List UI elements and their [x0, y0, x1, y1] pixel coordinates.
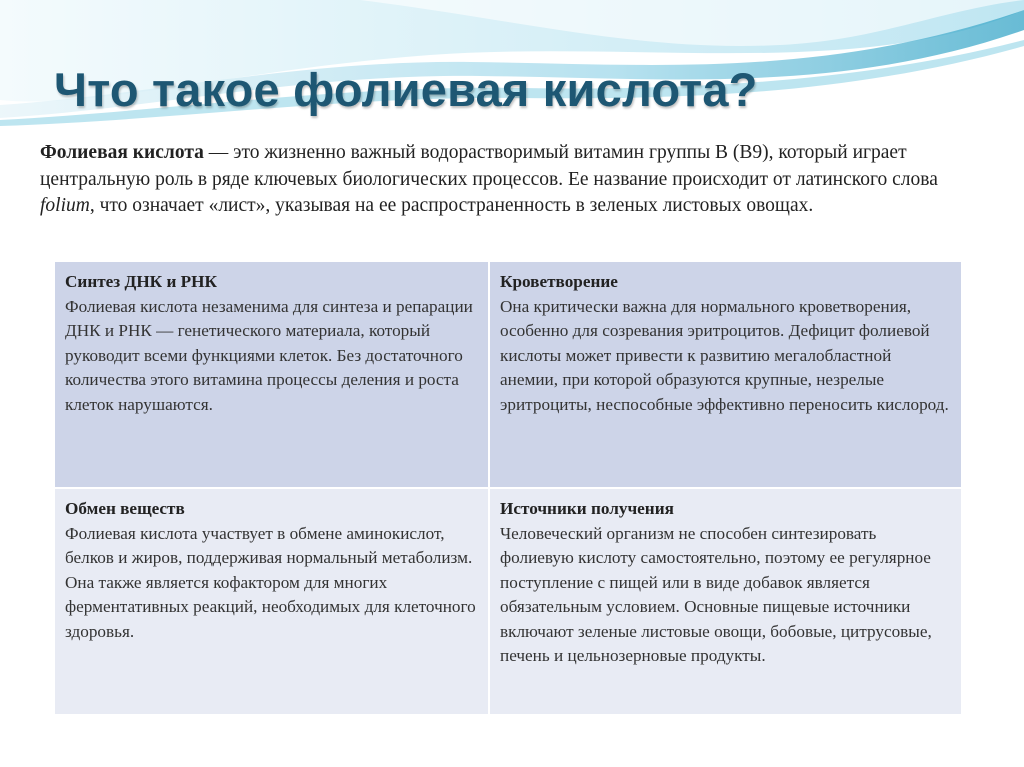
intro-paragraph — [40, 140, 960, 220]
table-cell-dna-rna — [55, 262, 490, 489]
cell-heading: Синтез ДНК и РНК — [65, 272, 217, 291]
info-table — [55, 262, 961, 714]
cell-text: Фолиевая кислота незаменима для синтеза и репарации ДНК и РНК — генетического материала, который руководит всеми функциями клеток. Без достаточного количества этого витамина процессы деления и роста клеток нарушаются. — [65, 296, 473, 414]
table-cell-metabolism — [55, 489, 490, 714]
cell-text: Человеческий организм не способен синтезировать фолиевую кислоту самостоятельно, поэтому ее регулярное поступление с пищей или в виде добавок является обязательным условием. Основные пищевые источники включают зеленые листовые овощи, бобовые, цитрусовые, печень и цельнозерновые продукты. — [500, 523, 932, 665]
intro-latin-word: folium — [40, 195, 90, 216]
intro-text-part2: , что означает «лист», указывая на ее распространенность в зеленых листовых овощах. — [89, 195, 814, 216]
intro-term: Фолиевая кислота — [40, 142, 204, 163]
table-cell-sources — [490, 489, 961, 714]
intro-text-part1: — это жизненно важный водорастворимый витамин группы B (B9), который играет центральную роль в ряде ключевых биологических процессов. Ее название происходит от латинского слова — [40, 142, 938, 190]
cell-heading: Обмен веществ — [65, 499, 185, 518]
slide-title: Что такое фолиевая кислота? — [54, 63, 758, 116]
cell-text: Она критически важна для нормального кроветворения, особенно для созревания эритроцитов. Дефицит фолиевой кислоты может привести к развитию мегалобластной анемии, при которой образуются крупные, незрелые эритроциты, неспособные эффективно переносить кислород. — [500, 296, 949, 414]
table-cell-hematopoiesis — [490, 262, 961, 489]
cell-heading: Источники получения — [500, 499, 674, 518]
cell-heading: Кроветворение — [500, 272, 618, 291]
cell-text: Фолиевая кислота участвует в обмене аминокислот, белков и жиров, поддерживая нормальный метаболизм. Она также является кофактором для многих ферментативных реакций, необходимых для клеточного здоровья. — [65, 523, 476, 641]
